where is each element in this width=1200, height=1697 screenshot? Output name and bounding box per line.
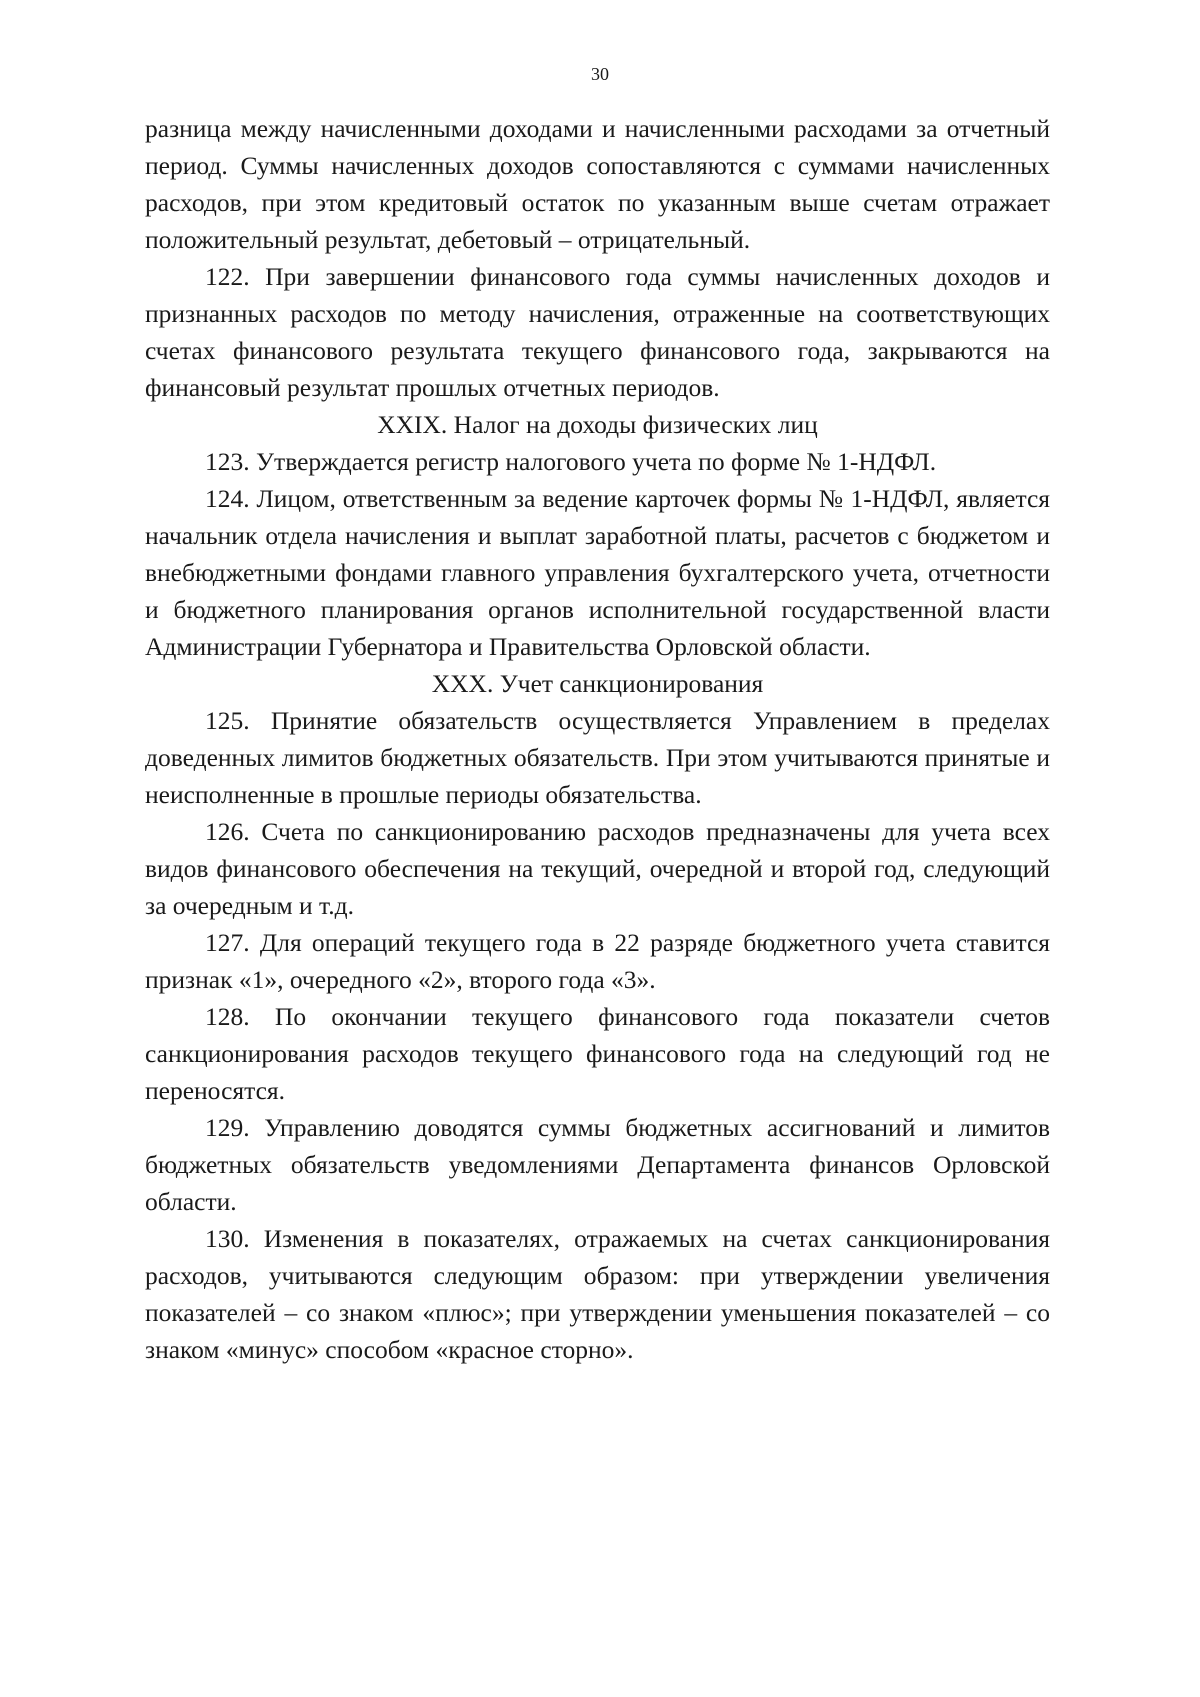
paragraph-128: 128. По окончании текущего финансового года показатели счетов санкционирования расходов текущего финансового года на следующий год не переносятся.	[145, 1002, 1050, 1105]
paragraph-continuation: разница между начисленными доходами и начисленными расходами за отчетный период. Суммы начисленных доходов сопоставляются с суммами начисленных расходов, при этом кредитовый остаток по указанным выше счетам отражает положительный результат, дебетовый – отрицательный.	[145, 114, 1050, 254]
page-number: 30	[591, 64, 609, 84]
paragraph-126: 126. Счета по санкционированию расходов предназначены для учета всех видов финансового обеспечения на текущий, очередной и второй год, следующий за очередным и т.д.	[145, 817, 1050, 920]
section-heading-xxix: XXIX. Налог на доходы физических лиц	[377, 410, 818, 439]
paragraph-122: 122. При завершении финансового года суммы начисленных доходов и признанных расходов по методу начисления, отраженные на соответствующих счетах финансового результата текущего финансового года, закрываются на финансовый результат прошлых отчетных периодов.	[145, 262, 1050, 402]
paragraph-127: 127. Для операций текущего года в 22 разряде бюджетного учета ставится признак «1», очередного «2», второго года «3».	[145, 928, 1050, 994]
paragraph-123: 123. Утверждается регистр налогового учета по форме № 1-НДФЛ.	[205, 447, 937, 476]
paragraph-124: 124. Лицом, ответственным за ведение карточек формы № 1-НДФЛ, является начальник отдела начисления и выплат заработной платы, расчетов с бюджетом и внебюджетными фондами главного управления бухгалтерского учета, отчетности и бюджетного планирования органов исполнительной государственной власти Администрации Губернатора и Правительства Орловской области.	[145, 484, 1050, 661]
paragraph-125: 125. Принятие обязательств осуществляется Управлением в пределах доведенных лимитов бюджетных обязательств. При этом учитываются принятые и неисполненные в прошлые периоды обязательства.	[145, 706, 1050, 809]
paragraph-129: 129. Управлению доводятся суммы бюджетных ассигнований и лимитов бюджетных обязательств уведомлениями Департамента финансов Орловской области.	[145, 1113, 1050, 1216]
section-heading-xxx: XXX. Учет санкционирования	[431, 669, 764, 698]
paragraph-130: 130. Изменения в показателях, отражаемых на счетах санкционирования расходов, учитываются следующим образом: при утверждении увеличения показателей – со знаком «плюс»; при утверждении уменьшения показателей – со знаком «минус» способом «красное сторно».	[145, 1224, 1050, 1364]
document-body	[145, 110, 1050, 1368]
